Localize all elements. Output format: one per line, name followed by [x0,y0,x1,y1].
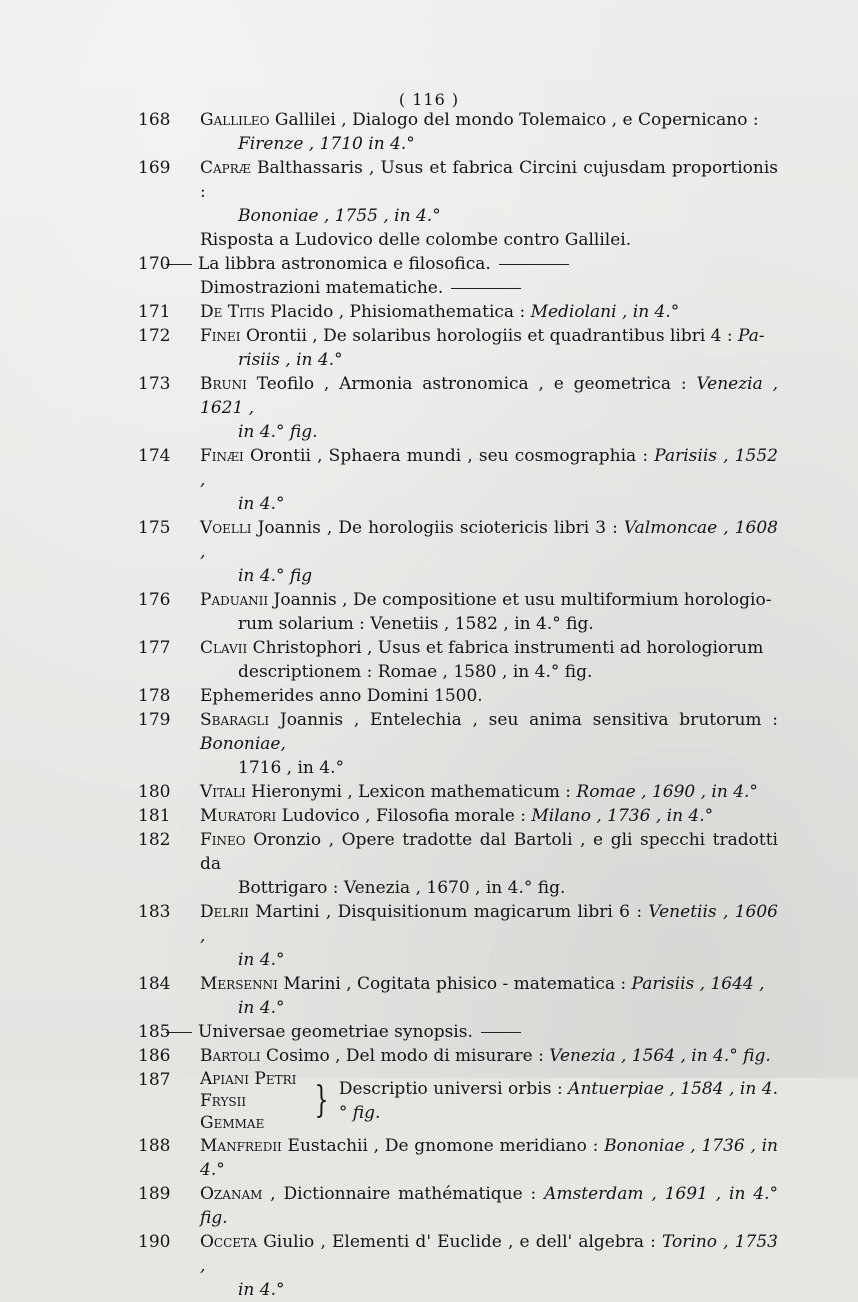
catalogue-entry [138,1230,778,1302]
catalogue-entry [138,1182,778,1230]
entry-text: Hieronymi , Lexicon mathematicum : [245,782,577,802]
page-number: ( 116 ) [398,90,460,109]
separator-rule [481,1032,521,1033]
entry-number: 186 [138,1046,171,1066]
entry-imprint: Venezia , 1564 , in 4.° fig. [549,1046,771,1066]
entry-number: 178 [138,686,171,706]
catalogue-entry [138,1134,778,1182]
entry-imprint: Venezia , 1621 , [200,374,778,418]
entry-text: La libbra astronomica e filosofica. [198,254,491,274]
catalogue-entries [138,108,778,1302]
entry-continuation: Bottrigaro : Venezia , 1670 , in 4.° fig. [238,878,566,898]
entry-author: Gallileo [200,110,270,130]
entry-continuation: in 4.° [238,1280,285,1300]
entry-number: 190 [138,1232,171,1252]
entry-continuation: in 4.° fig [238,566,313,586]
catalogue-entry [138,372,778,444]
entry-imprint: Milano , 1736 , in 4.° [531,806,714,826]
catalogue-entry [138,252,778,300]
entry-author: Manfredii [200,1136,282,1156]
separator-rule [499,264,569,265]
entry-imprint: Romae , 1690 , in 4.° [576,782,758,802]
entry-author: Capræ [200,158,251,178]
entry-number: 171 [138,302,171,322]
entry-number: 170 [138,254,171,274]
entry-continuation: in 4.° [238,998,285,1018]
entry-text-group [339,1077,778,1125]
entry-text: Eustachii , De gnomone meridiano : [281,1136,605,1156]
entry-text: Cosimo , Del modo di misurare : [260,1046,550,1066]
entry-text: Giulio , Elementi d' Euclide , e dell' algebra : [257,1232,663,1252]
entry-text: Balthassaris , Usus et fabrica Circini cujusdam proportionis : [200,158,778,202]
entry-text: , Dictionnaire mathématique : [262,1184,545,1204]
entry-continuation: descriptionem : Romae , 1580 , in 4.° fig. [238,662,593,682]
entry-text: Joannis , De horologiis sciotericis libri 3 : [251,518,624,538]
catalogue-entry [138,156,778,252]
entry-imprint: Bononiae , 1736 , in 4.° [200,1136,778,1180]
catalogue-entry [138,1044,778,1068]
entry-text: Universae geometriae synopsis. [198,1022,473,1042]
entry-continuation: Firenze , 1710 in 4.° [238,134,415,154]
entry-text: Gallilei , Dialogo del mondo Tolemaico , e Copernicano : [269,110,759,130]
catalogue-entry [138,300,778,324]
entry-continuation: risiis , in 4.° [238,350,343,370]
entry-number: 175 [138,518,171,538]
entry-author: Frysii Gemmae [200,1091,265,1133]
entry-text: Christophori , Usus et fabrica instrumenti ad horologiorum [247,638,764,658]
entry-text: Placido , Phisiomathematica : [264,302,531,322]
entry-number: 169 [138,158,171,178]
entry-number: 176 [138,590,171,610]
entry-author: Apiani Petri [200,1069,297,1089]
entry-author: Bruni [200,374,247,394]
entry-number: 182 [138,830,171,850]
entry-number: 177 [138,638,171,658]
entry-imprint: Torino , 1753 , [200,1232,778,1276]
entry-imprint: Antuerpiae , 1584 , in 4.° fig. [338,1079,779,1123]
catalogue-entry [138,108,778,156]
catalogue-entry [138,636,778,684]
entry-author: Paduanii [200,590,269,610]
catalogue-entry [138,324,778,372]
entry-number: 187 [138,1070,171,1090]
entry-text: Martini , Disquisitionum magicarum libri 6 : [248,902,649,922]
entry-author: Clavii [200,638,248,658]
entry-number: 168 [138,110,171,130]
entry-author: Delrii [200,902,249,922]
catalogue-entry [138,516,778,588]
entry-number: 183 [138,902,171,922]
entry-author: Ozanam [200,1184,263,1204]
catalogue-entry [138,828,778,900]
entry-imprint: Valmoncae , 1608 , [200,518,778,562]
entry-author: De Titis [200,302,265,322]
entry-continuation: in 4.° [238,950,285,970]
entry-continuation: in 4.° [238,494,285,514]
entry-number: 174 [138,446,171,466]
catalogue-entry [138,780,778,804]
entry-imprint: Bononiae, [200,734,286,754]
entry-text: Ephemerides anno Domini 1500. [200,686,483,706]
entry-imprint: Amsterdam , 1691 , in 4.° fig. [200,1184,778,1228]
entry-text: Orontii , De solaribus horologiis et quadrantibus libri 4 : [240,326,739,346]
entry-continuation: 1716 , in 4.° [238,758,344,778]
entry-author: Vitali [200,782,246,802]
entry-imprint: Mediolani , in 4.° [530,302,680,322]
entry-imprint: Venetiis , 1606 , [200,902,778,946]
entry-author: Finæi [200,446,244,466]
entry-number: 184 [138,974,171,994]
entry-text: Descriptio universi orbis : [338,1079,569,1099]
entry-number: 185 [138,1022,171,1042]
entry-imprint: Pa- [738,326,765,346]
entry-text: Marini , Cogitata phisico - matematica : [277,974,632,994]
catalogue-entry [138,1020,778,1044]
entry-extra-line: Risposta a Ludovico delle colombe contro Gallilei. [200,230,632,250]
entry-imprint: Parisiis , 1644 , [631,974,765,994]
entry-number: 180 [138,782,171,802]
entry-extra-line: Dimostrazioni matematiche. [200,276,778,300]
entry-number: 189 [138,1184,171,1204]
entry-author: Mersenni [200,974,278,994]
entry-imprint: Parisiis , 1552 , [200,446,779,490]
entry-number: 173 [138,374,171,394]
entry-number: 181 [138,806,171,826]
entry-text: Joannis , De compositione et usu multiformium horologio- [268,590,772,610]
entry-text: Oronzio , Opere tradotte dal Bartoli , e gli specchi tradotti da [200,830,778,874]
separator-rule [451,288,521,289]
catalogue-entry [138,900,778,972]
entry-author: Bartoli [200,1046,261,1066]
entry-author: Muratori [200,806,277,826]
catalogue-entry [138,684,778,708]
entry-author: Voelli [200,518,252,538]
catalogue-entry [138,708,778,780]
brace-glyph: } [314,1080,329,1121]
entry-text: Teofilo , Armonia astronomica , e geometrica : [246,374,697,394]
catalogue-entry [138,972,778,1020]
entry-author: Finei [200,326,241,346]
catalogue-entry [138,804,778,828]
entry-author: Sbaragli [200,710,270,730]
entry-number: 179 [138,710,171,730]
entry-continuation: rum solarium : Venetiis , 1582 , in 4.° fig. [238,614,594,634]
entry-number: 172 [138,326,171,346]
entry-author: Fineo [200,830,246,850]
entry-author: Occeta [200,1232,258,1252]
catalogue-entry [138,444,778,516]
entry-text: Orontii , Sphaera mundi , seu cosmographia : [243,446,655,466]
catalogue-entry [138,588,778,636]
entry-number: 188 [138,1136,171,1156]
entry-continuation: Bononiae , 1755 , in 4.° [238,206,441,226]
entry-text: Joannis , Entelechia , seu anima sensitiva brutorum : [269,710,778,730]
entry-continuation: in 4.° fig. [238,422,318,442]
entry-text: Ludovico , Filosofia morale : [276,806,532,826]
